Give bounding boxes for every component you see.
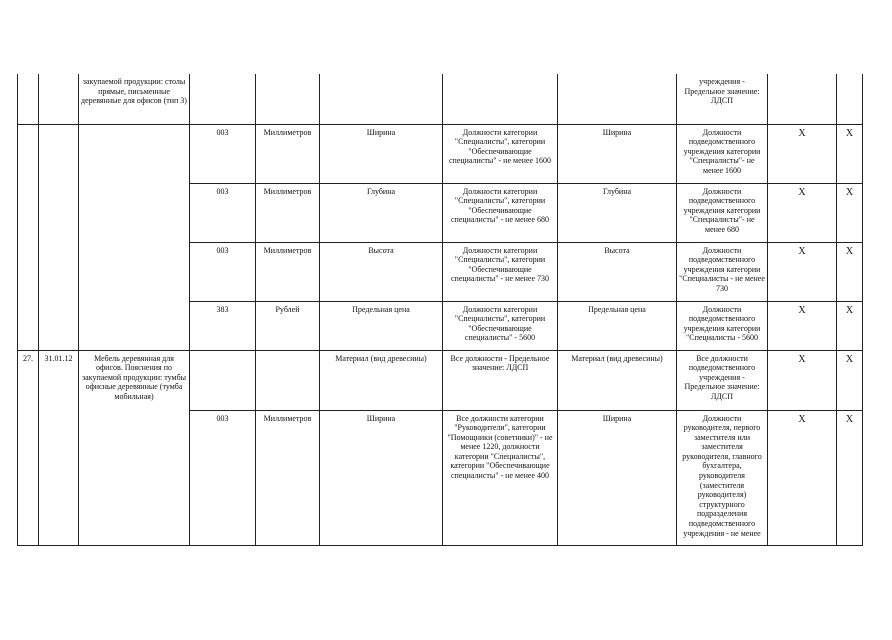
characteristic-cell	[320, 74, 443, 124]
row-number-cell	[18, 124, 39, 350]
okei-code-cell: 383	[190, 301, 256, 350]
value-cell: Должности категории "Специалисты", категории "Обеспечивающие специалисты" - не менее 680	[443, 183, 558, 242]
unit-cell	[256, 350, 320, 410]
characteristic-cell: Высота	[320, 242, 443, 301]
value-cell: Должности категории "Специалисты", категории "Обеспечивающие специалисты" - 5600	[443, 301, 558, 350]
value-2-cell: Должности подведомственного учреждения категории "Специалисты"- не менее 680	[677, 183, 768, 242]
unit-cell	[256, 74, 320, 124]
mark-cell: X	[768, 350, 837, 410]
date-cell: 31.01.12	[39, 350, 79, 545]
table-row	[18, 350, 863, 410]
date-cell	[39, 74, 79, 124]
mark-cell: X	[768, 242, 837, 301]
value-2-cell: Все должности подведомственного учреждения - Предельное значение: ЛДСП	[677, 350, 768, 410]
value-cell: Должности категории "Специалисты", категории "Обеспечивающие специалисты" - не менее 1600	[443, 124, 558, 183]
mark-cell: X	[768, 410, 837, 545]
mark-cell: X	[837, 124, 863, 183]
okei-code-cell	[190, 350, 256, 410]
mark-cell	[837, 74, 863, 124]
okei-code-cell	[190, 74, 256, 124]
unit-cell: Рублей	[256, 301, 320, 350]
characteristic-cell: Ширина	[320, 410, 443, 545]
product-name-cell: Мебель деревянная для офисов. Пояснения по закупаемой продукции: тумбы офисные деревянные (тумба мобильная)	[79, 350, 190, 545]
procurement-requirements-table	[17, 74, 863, 546]
okei-code-cell: 003	[190, 242, 256, 301]
row-number-cell: 27.	[18, 350, 39, 545]
okei-code-cell: 003	[190, 410, 256, 545]
value-cell: Все должности категории "Руководители", категории "Помощники (советники)" - не менее 1220, должности категории "Специалисты", категории "Обеспечивающие специалисты" - не менее 400	[443, 410, 558, 545]
mark-cell: X	[837, 410, 863, 545]
value-2-cell: учреждения - Предельное значение: ЛДСП	[677, 74, 768, 124]
date-cell	[39, 124, 79, 350]
characteristic-2-cell: Высота	[558, 242, 677, 301]
value-2-cell: Должности подведомственного учреждения категории "Специалисты"- не менее 1600	[677, 124, 768, 183]
value-2-cell: Должности подведомственного учреждения категории "Специалисты - не менее 730	[677, 242, 768, 301]
characteristic-2-cell	[558, 74, 677, 124]
unit-cell: Миллиметров	[256, 242, 320, 301]
row-number-cell	[18, 74, 39, 124]
okei-code-cell: 003	[190, 183, 256, 242]
value-2-cell: Должности руководителя, первого заместителя или заместителя руководителя, главного бухгалтера, руководителя (заместителя руководителя) структурного подразделения подведомственного учреждения - не менее	[677, 410, 768, 545]
unit-cell: Миллиметров	[256, 183, 320, 242]
product-name-cell	[79, 124, 190, 350]
mark-cell: X	[768, 124, 837, 183]
mark-cell: X	[837, 301, 863, 350]
mark-cell: X	[768, 301, 837, 350]
mark-cell: X	[837, 350, 863, 410]
characteristic-2-cell: Глубина	[558, 183, 677, 242]
value-cell: Все должности - Предельное значение: ЛДСП	[443, 350, 558, 410]
mark-cell: X	[837, 242, 863, 301]
value-cell	[443, 74, 558, 124]
mark-cell	[768, 74, 837, 124]
value-2-cell: Должности подведомственного учреждения категории "Специалисты - 5600	[677, 301, 768, 350]
okei-code-cell: 003	[190, 124, 256, 183]
characteristic-cell: Материал (вид древесины)	[320, 350, 443, 410]
characteristic-2-cell: Ширина	[558, 410, 677, 545]
characteristic-cell: Предельная цена	[320, 301, 443, 350]
characteristic-cell: Ширина	[320, 124, 443, 183]
mark-cell: X	[768, 183, 837, 242]
characteristic-2-cell: Предельная цена	[558, 301, 677, 350]
value-cell: Должности категории "Специалисты", категории "Обеспечивающие специалисты" - не менее 730	[443, 242, 558, 301]
unit-cell: Миллиметров	[256, 410, 320, 545]
characteristic-cell: Глубина	[320, 183, 443, 242]
characteristic-2-cell: Материал (вид древесины)	[558, 350, 677, 410]
mark-cell: X	[837, 183, 863, 242]
table-row	[18, 74, 863, 124]
table-row	[18, 124, 863, 183]
product-name-cell: закупаемой продукции: столы прямые, письменные деревянные для офисов (тип 3)	[79, 74, 190, 124]
characteristic-2-cell: Ширина	[558, 124, 677, 183]
unit-cell: Миллиметров	[256, 124, 320, 183]
